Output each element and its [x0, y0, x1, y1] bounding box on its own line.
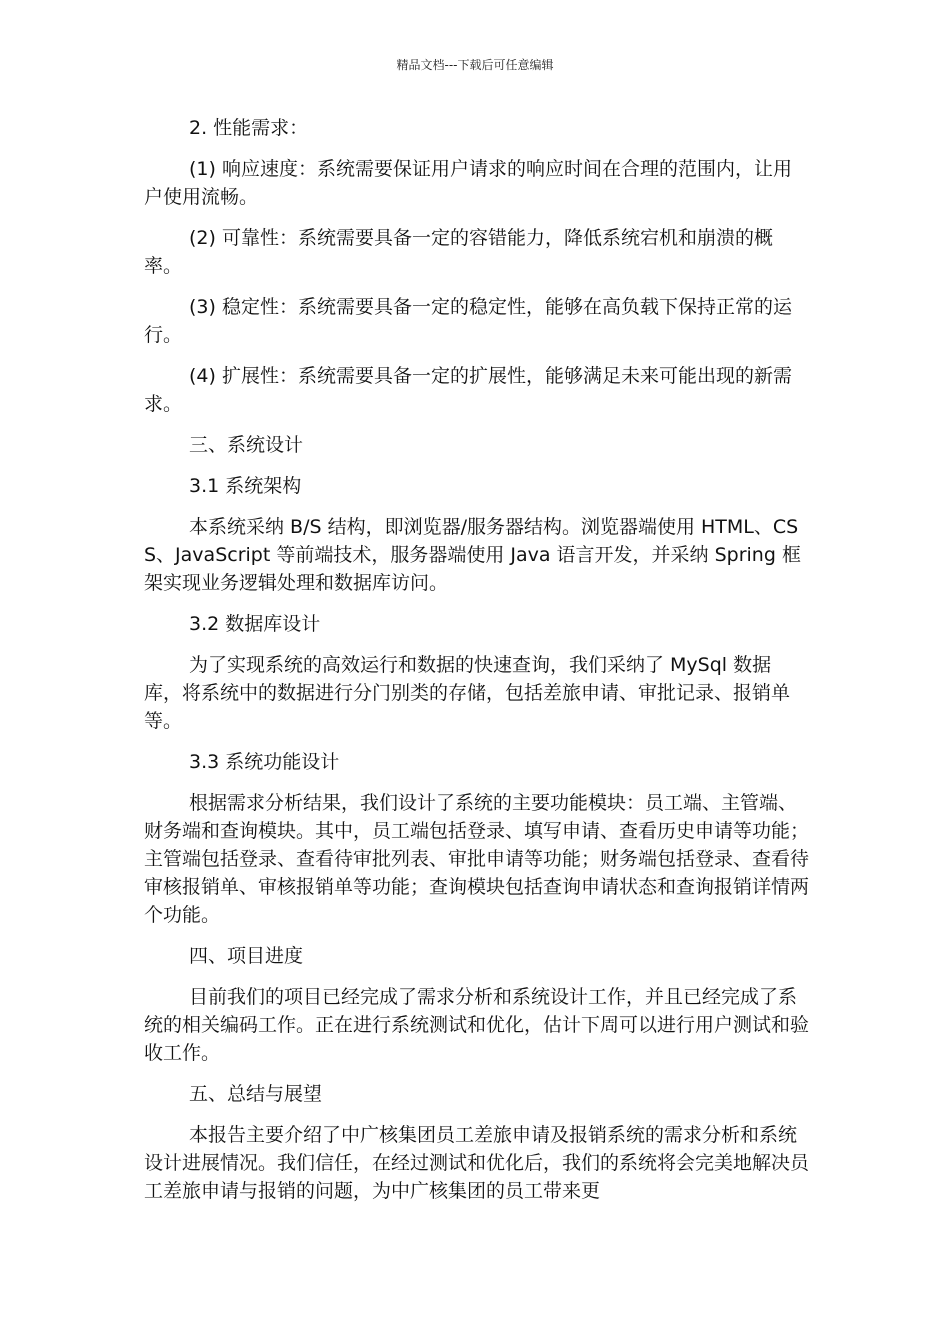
paragraph: (3) 稳定性：系统需要具备一定的稳定性，能够在高负载下保持正常的运行。 — [144, 296, 792, 346]
section-heading: 三、系统设计 — [189, 434, 304, 456]
paragraph: (2) 可靠性：系统需要具备一定的容错能力，降低系统宕机和崩溃的概率。 — [144, 227, 773, 277]
paragraph: 本报告主要介绍了中广核集团员工差旅申请及报销系统的需求分析和系统设计进展情况。我们信任，在经过测试和优化后，我们的系统将会完美地解决员工差旅申请与报销的问题，为中广核集团的员工带来更 — [144, 1124, 810, 1202]
section-heading: 五、总结与展望 — [189, 1083, 323, 1105]
paragraph: (1) 响应速度：系统需要保证用户请求的响应时间在合理的范围内，让用户使用流畅。 — [144, 158, 792, 208]
paragraph: (4) 扩展性：系统需要具备一定的扩展性，能够满足未来可能出现的新需求。 — [144, 365, 792, 415]
paragraph: 根据需求分析结果，我们设计了系统的主要功能模块：员工端、主管端、财务端和查询模块。其中，员工端包括登录、填写申请、查看历史申请等功能；主管端包括登录、查看待审批列表、审批申请等功能；财务端包括登录、查看待审核报销单、审核报销单等功能；查询模块包括查询申请状态和查询报销详情两个功能。 — [144, 792, 810, 926]
subsection-heading: 3.1 系统架构 — [189, 475, 302, 497]
paragraph: 本系统采纳 B/S 结构，即浏览器/服务器结构。浏览器端使用 HTML、CSS、JavaScript 等前端技术，服务器端使用 Java 语言开发，并采纳 Spring 框架实现业务逻辑处理和数据库访问。 — [144, 516, 801, 594]
subsection-heading: 3.3 系统功能设计 — [189, 751, 340, 773]
document-body — [144, 114, 809, 1218]
paragraph: 目前我们的项目已经完成了需求分析和系统设计工作，并且已经完成了系统的相关编码工作。正在进行系统测试和优化，估计下周可以进行用户测试和验收工作。 — [144, 986, 810, 1064]
page-header: 精品文档---下载后可任意编辑 — [396, 58, 554, 72]
section-heading: 四、项目进度 — [189, 945, 304, 967]
subsection-heading: 3.2 数据库设计 — [189, 613, 321, 635]
paragraph: 为了实现系统的高效运行和数据的快速查询，我们采纳了 MySql 数据库，将系统中的数据进行分门别类的存储，包括差旅申请、审批记录、报销单等。 — [144, 654, 791, 732]
section-heading: 2. 性能需求： — [189, 117, 309, 139]
